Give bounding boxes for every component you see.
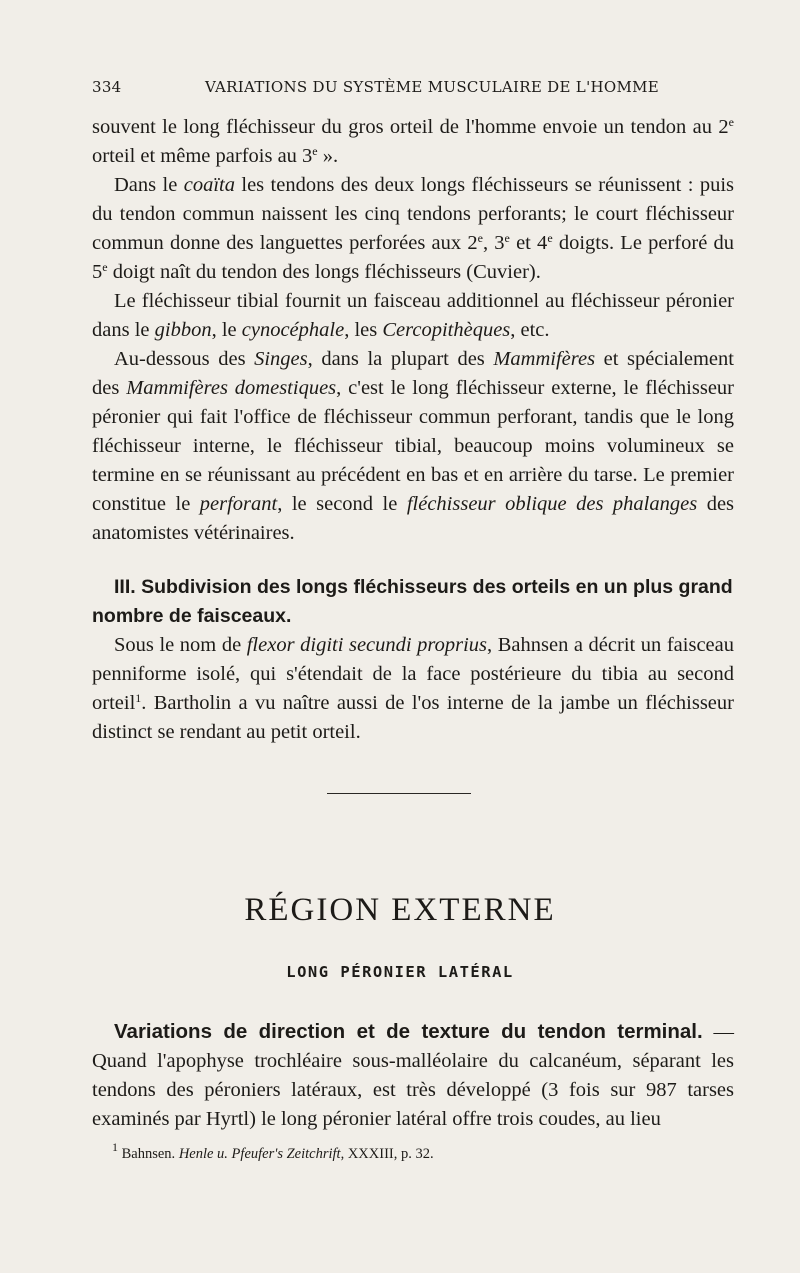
paragraph-variations: Variations de direction et de texture du tendon terminal. — Quand l'apophyse trochléaire sous-malléolaire du calcanéum, séparant les tendons des péroniers latéraux, est très développé (3 fois sur 987 tarses examinés par Hyrtl) le long péronier latéral offre trois coudes, au lieu [92, 1020, 734, 1130]
paragraph-singes: Au-dessous des Singes, dans la plupart des Mammifères et spécialement des Mammifères domestiques, c'est le long fléchisseur externe, le fléchisseur péronier qui fait l'office de fléchisseur commun perforant, tandis que le long fléchisseur interne, le fléchisseur tibial, beaucoup moins volumineux se termine en se réunissant au précédent en bas et en arrière du tarse. Le premier constitue le perforant, le second le fléchisseur oblique des phalanges des anatomistes vétérinaires. [92, 348, 735, 544]
region-title: RÉGION EXTERNE [244, 892, 556, 928]
section-heading: III. Subdivision des longs fléchisseurs des orteils en un plus grand nombre de faisceaux. [92, 576, 733, 627]
running-title: VARIATIONS DU SYSTÈME MUSCULAIRE DE L'HOMME [204, 78, 660, 96]
body-text-top [92, 113, 734, 548]
section-divider [327, 793, 471, 794]
body-text-bottom [92, 1017, 734, 1134]
footnote: $^1$ Bahnsen. Henle u. Pfeufer's Zeitchrift, XXXIII, p. 32. [112, 1140, 434, 1162]
paragraph-coaita: Dans le coaïta les tendons des deux longs fléchisseurs se réunissent : puis du tendon commun naissent les cinq tendons perforants; le court fléchisseur commun donne des languettes perforées aux 2e, 3e et 4e doigts. Le perforé du 5e doigt naît du tendon des longs fléchisseurs (Cuvier). [92, 174, 735, 283]
muscle-subtitle: LONG PÉRONIER LATÉRAL [286, 963, 514, 981]
footnote-reference: 1 [135, 691, 142, 705]
running-header [92, 78, 732, 100]
page-number: 334 [92, 78, 122, 96]
paragraph-continuation: souvent le long fléchisseur du gros orteil de l'homme envoie un tendon au 2e orteil et même parfois au 3e ». [92, 115, 734, 167]
paragraph-flechisseur-tibial: Le fléchisseur tibial fournit un faisceau additionnel au fléchisseur péronier dans le gibbon, le cynocéphale, les Cercopithèques, etc. [92, 290, 734, 341]
paragraph-bahnsen: Sous le nom de flexor digiti secundi proprius, Bahnsen a décrit un faisceau penniforme isolé, qui s'étendait de la face postérieure du tibia au second orteil$^1$. Bartholin a vu naître aussi de l'os interne de la jambe un fléchisseur distinct se rendant au petit orteil. [92, 634, 734, 743]
body-text-section3 [92, 573, 734, 747]
